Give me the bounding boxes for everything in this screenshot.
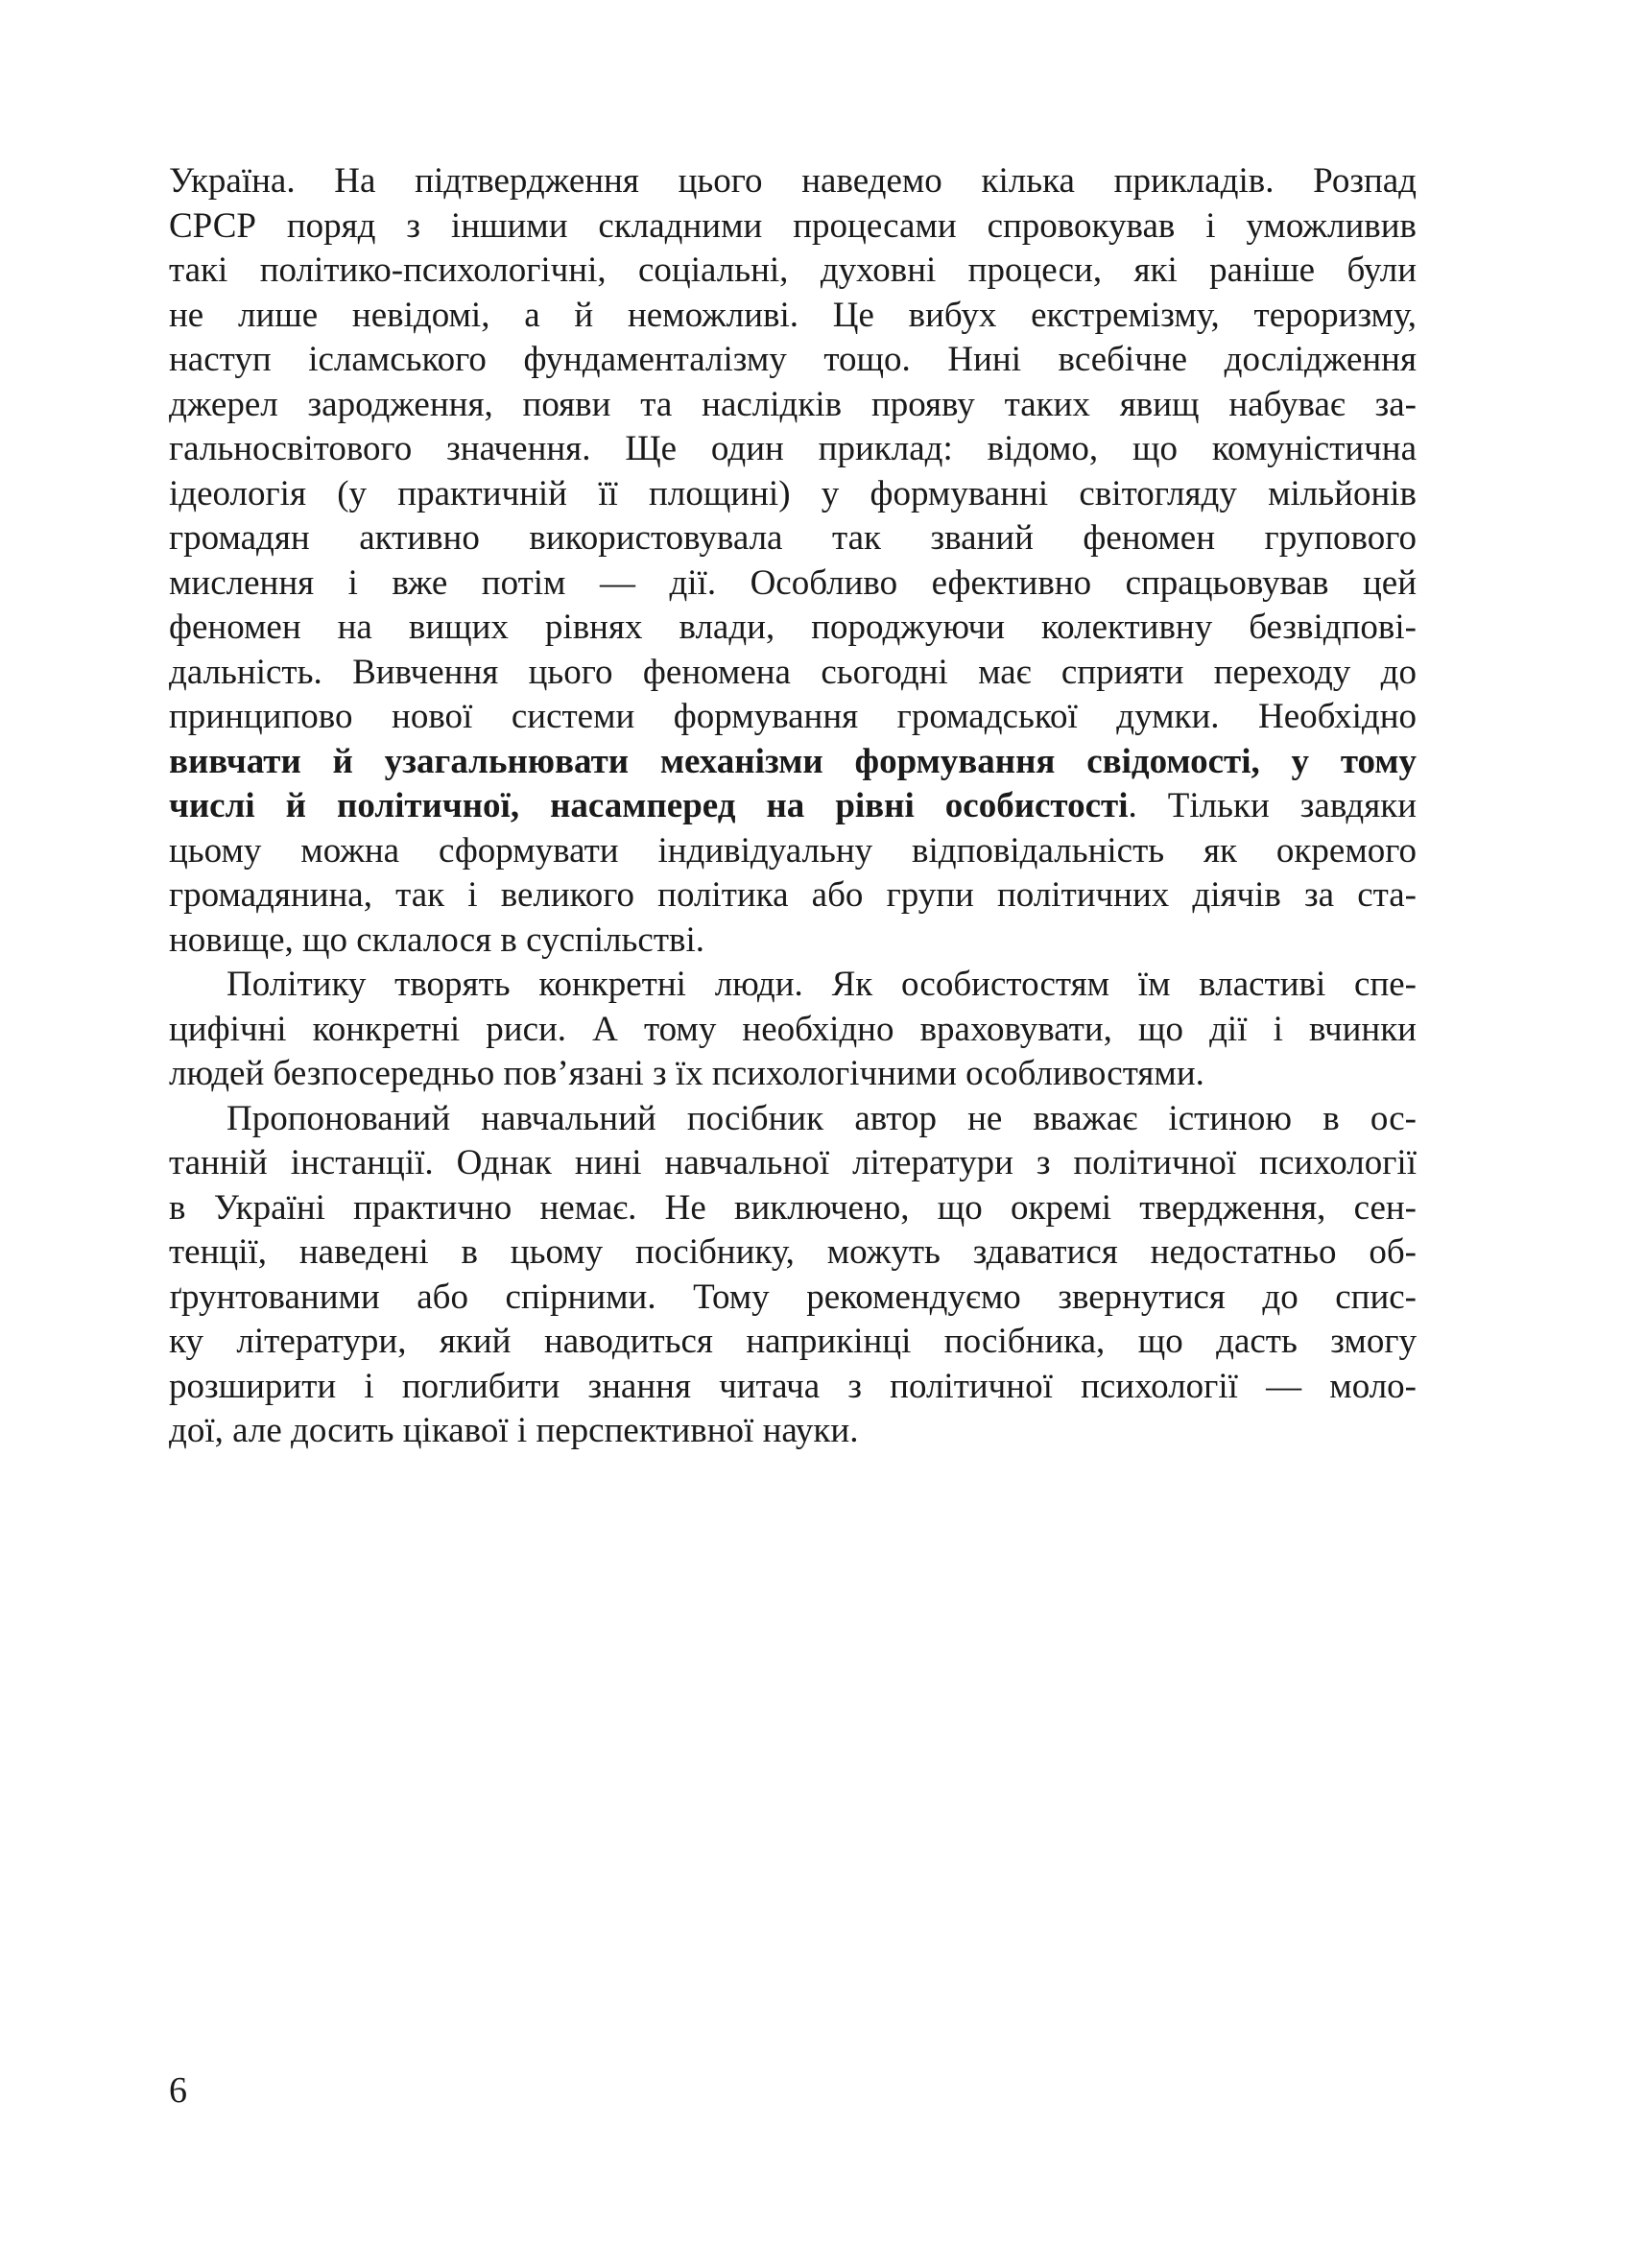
- text-line: гальносвітового значення. Ще один приклад: відомо, що комуністична: [169, 429, 1417, 468]
- body-text: [169, 159, 1417, 1454]
- text-line: Пропонований навчальний посібник автор не вважає істиною в ос-: [226, 1098, 1417, 1138]
- text-line: джерел зародження, появи та наслідків прояву таких явищ набуває за-: [169, 384, 1417, 424]
- text-line: цифічні конкретні риси. А тому необхідно враховувати, що дії і вчинки: [169, 1009, 1417, 1049]
- text-line: не лише невідомі, а й неможливі. Це вибух екстремізму, тероризму,: [169, 295, 1417, 335]
- text-line: в Україні практично немає. Не виключено, що окремі твердження, сен-: [169, 1187, 1417, 1228]
- mixed-text-line: [169, 784, 1417, 829]
- bold-emphasis: числі й політичної, насамперед на рівні особистості: [169, 786, 1129, 825]
- text-line: Україна. На підтвердження цього наведемо кілька прикладів. Розпад: [169, 161, 1417, 201]
- paragraph-3: [169, 1097, 1417, 1454]
- text-line: принципово нової системи формування громадської думки. Необхідно: [169, 697, 1417, 736]
- text-line: цьому можна сформувати індивідуальну відповідальність як окремого: [169, 830, 1417, 871]
- text-line: дої, але досить цікавої і перспективної науки.: [169, 1411, 859, 1450]
- paragraph-2: [169, 963, 1417, 1097]
- text-line: феномен на вищих рівнях влади, породжуючи колективну безвідпові-: [169, 608, 1417, 647]
- text-line: розширити і поглибити знання читача з політичної психології — моло-: [169, 1366, 1417, 1406]
- text-fragment: . Тільки завдяки: [1128, 786, 1417, 825]
- text-line: громадян активно використовувала так званий феномен групового: [169, 518, 1417, 558]
- text-line: ідеологія (у практичній її площині) у формуванні світогляду мільйонів: [169, 473, 1417, 513]
- text-line: дальність. Вивчення цього феномена сьогодні має сприяти переходу до: [169, 652, 1417, 692]
- text-line: тенції, наведені в цьому посібнику, можуть здаватися недостатньо об-: [169, 1232, 1417, 1272]
- text-line: громадянина, так і великого політика або групи політичних діячів за ста-: [169, 875, 1417, 915]
- text-line: людей безпосередньо пов’язані з їх психологічними особливостями.: [169, 1054, 1204, 1093]
- text-line: ку літератури, який наводиться наприкінці посібника, що дасть змогу: [169, 1322, 1417, 1361]
- text-line: наступ ісламського фундаменталізму тощо. Нині всебічне дослідження: [169, 340, 1417, 379]
- text-line: Політику творять конкретні люди. Як особистостям їм властиві спе-: [226, 965, 1417, 1004]
- text-line: ґрунтованими або спірними. Тому рекомендуємо звернутися до спис-: [169, 1277, 1417, 1317]
- text-line: новище, що склалося в суспільстві.: [169, 919, 704, 960]
- bold-text-line: вивчати й узагальнювати механізми формування свідомості, у тому: [169, 741, 1417, 781]
- text-line: мислення і вже потім — дії. Особливо ефективно спрацьовував цей: [169, 562, 1417, 603]
- text-line: такі політико-психологічні, соціальні, духовні процеси, які раніше були: [169, 251, 1417, 290]
- text-line: СРСР поряд з іншими складними процесами спровокував і уможливив: [169, 205, 1417, 246]
- paragraph-1: [169, 159, 1417, 963]
- page-number: 6: [169, 2070, 187, 2111]
- text-line: танній інстанції. Однак нині навчальної літератури з політичної психології: [169, 1143, 1417, 1182]
